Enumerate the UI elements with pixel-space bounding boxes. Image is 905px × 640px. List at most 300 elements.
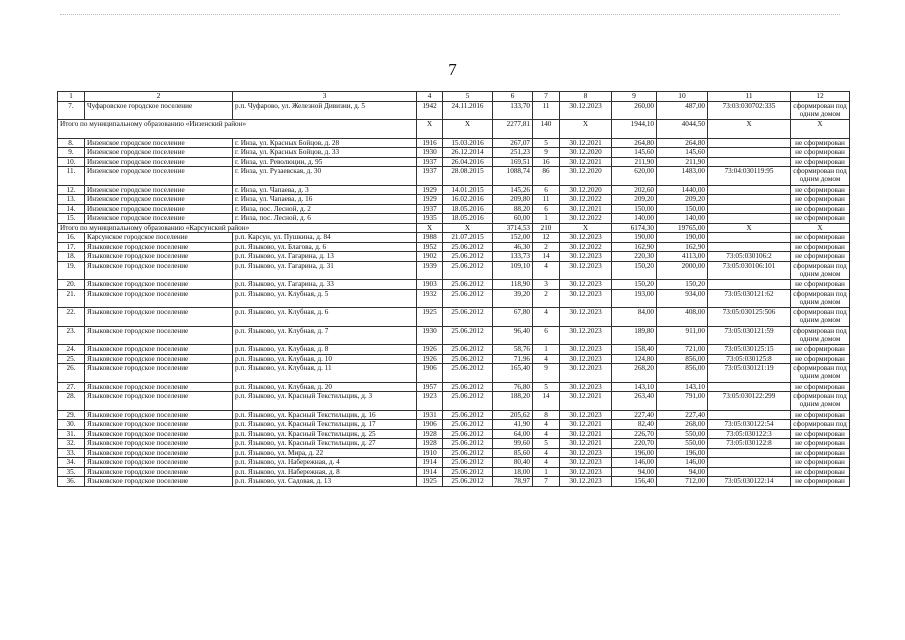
table-row — [58, 214, 850, 224]
table-cell: 26.12.2014 — [443, 148, 493, 158]
table-cell: 88,20 — [493, 204, 533, 214]
table-cell: 1928 — [417, 439, 443, 449]
table-cell: 209,20 — [657, 195, 708, 205]
table-cell: 202,60 — [612, 185, 657, 195]
table-cell: 73:05:030122:14 — [708, 477, 791, 487]
table-cell: 8. — [58, 138, 85, 148]
table-cell: 16.02.2016 — [443, 195, 493, 205]
total-label: Итого по муниципальному образованию «Инзенский район» — [58, 120, 417, 139]
table-cell: 211,90 — [657, 157, 708, 167]
table-cell: 30.12.2021 — [560, 429, 612, 439]
table-cell: 911,00 — [657, 326, 708, 345]
table-cell: 1 — [533, 214, 560, 224]
table-row — [58, 138, 850, 148]
table-cell: X — [417, 120, 443, 139]
table-cell: 12. — [58, 185, 85, 195]
table-cell: 4 — [533, 261, 560, 280]
table-cell: 25.06.2012 — [443, 280, 493, 290]
table-cell: 791,00 — [657, 392, 708, 411]
table-cell — [708, 467, 791, 477]
table-cell: 30.12.2023 — [560, 101, 612, 120]
table-cell: р.п. Языково, ул. Благова, д. 6 — [233, 242, 417, 252]
column-number-row — [58, 92, 850, 102]
table-cell: Инзенское городское поселение — [85, 157, 233, 167]
table-cell: 30.12.2023 — [560, 458, 612, 468]
table-cell: 143,10 — [612, 382, 657, 392]
table-cell: 73:05:030122:54 — [708, 420, 791, 430]
table-cell: 25.06.2012 — [443, 458, 493, 468]
table-cell: 226,70 — [612, 429, 657, 439]
table-cell: 1930 — [417, 148, 443, 158]
table-cell: 60,00 — [493, 214, 533, 224]
table-cell: 30.12.2023 — [560, 477, 612, 487]
table-cell: р.п. Языково, ул. Клубная, д. 6 — [233, 308, 417, 327]
table-cell: Языковское городское поселение — [85, 280, 233, 290]
table-cell: 73:05:030121:62 — [708, 289, 791, 308]
table-cell: 856,00 — [657, 354, 708, 364]
table-body — [58, 92, 850, 487]
table-cell: 263,40 — [612, 392, 657, 411]
table-cell: 73:05:030106:101 — [708, 261, 791, 280]
table-cell: 30.12.2023 — [560, 410, 612, 420]
table-cell: 1923 — [417, 392, 443, 411]
table-row — [58, 204, 850, 214]
table-cell: X — [560, 120, 612, 139]
table-cell: Языковское городское поселение — [85, 326, 233, 345]
table-cell: не сформирован — [791, 410, 850, 420]
table-cell: X — [443, 223, 493, 233]
table-cell: 1937 — [417, 204, 443, 214]
table-cell — [708, 195, 791, 205]
table-cell: 5 — [533, 439, 560, 449]
table-cell: г. Инза, ул. Революции, д. 95 — [233, 157, 417, 167]
table-cell: сформирован под одним домом — [791, 392, 850, 411]
table-cell: 1903 — [417, 280, 443, 290]
table-cell: не сформирован — [791, 233, 850, 243]
column-number: 3 — [233, 92, 417, 102]
table-cell: 143,10 — [657, 382, 708, 392]
table-cell: 189,80 — [612, 326, 657, 345]
column-number: 7 — [533, 92, 560, 102]
table-cell: 25.06.2012 — [443, 392, 493, 411]
table-cell: 25.06.2012 — [443, 252, 493, 262]
table-cell: сформирован под одним домом — [791, 101, 850, 120]
column-number: 10 — [657, 92, 708, 102]
table-cell: 73:05:030121:19 — [708, 364, 791, 383]
table-cell: г. Инза, ул. Красных Бойцов, д. 33 — [233, 148, 417, 158]
table-cell: 25.06.2012 — [443, 261, 493, 280]
table-cell: 188,20 — [493, 392, 533, 411]
table-cell: 264,80 — [612, 138, 657, 148]
table-cell: Языковское городское поселение — [85, 382, 233, 392]
table-cell: 267,07 — [493, 138, 533, 148]
table-cell: 3714,53 — [493, 223, 533, 233]
table-cell: 227,40 — [612, 410, 657, 420]
table-cell: 133,73 — [493, 252, 533, 262]
table-row — [58, 157, 850, 167]
table-cell: 58,76 — [493, 345, 533, 355]
table-cell: 85,60 — [493, 448, 533, 458]
table-cell: Языковское городское поселение — [85, 429, 233, 439]
table-cell: Языковское городское поселение — [85, 364, 233, 383]
table-cell: 124,80 — [612, 354, 657, 364]
table-cell: 169,51 — [493, 157, 533, 167]
table-cell: 73:05:030121:59 — [708, 326, 791, 345]
table-row — [58, 280, 850, 290]
table-cell: сформирован под одним домом — [791, 364, 850, 383]
table-row — [58, 233, 850, 243]
table-cell: р.п. Языково, ул. Набережная, д. 8 — [233, 467, 417, 477]
table-row — [58, 326, 850, 345]
table-cell: не сформирован — [791, 185, 850, 195]
table-cell: 140,00 — [612, 214, 657, 224]
table-cell: 150,00 — [612, 204, 657, 214]
table-cell: 1910 — [417, 448, 443, 458]
table-cell: не сформирован — [791, 439, 850, 449]
table-cell: 99,60 — [493, 439, 533, 449]
table-cell: 34. — [58, 458, 85, 468]
total-label: Итого по муниципальному образованию «Карсунский район» — [58, 223, 417, 233]
table-cell: 73:05:030125:15 — [708, 345, 791, 355]
table-cell: 73:03:030702:335 — [708, 101, 791, 120]
table-cell: 80,40 — [493, 458, 533, 468]
table-cell: 1 — [533, 345, 560, 355]
table-cell: 150,20 — [657, 280, 708, 290]
table-cell: Языковское городское поселение — [85, 345, 233, 355]
table-cell: Языковское городское поселение — [85, 308, 233, 327]
table-cell: Языковское городское поселение — [85, 242, 233, 252]
table-cell: 211,90 — [612, 157, 657, 167]
table-cell: 140,00 — [657, 214, 708, 224]
table-cell: 30.12.2020 — [560, 185, 612, 195]
table-cell: 82,40 — [612, 420, 657, 430]
table-cell: 30.12.2023 — [560, 308, 612, 327]
table-row — [58, 354, 850, 364]
table-cell: 11 — [533, 101, 560, 120]
table-cell: р.п. Языково, ул. Клубная, д. 7 — [233, 326, 417, 345]
table-cell: Языковское городское поселение — [85, 392, 233, 411]
table-cell: 2 — [533, 242, 560, 252]
table-cell — [708, 185, 791, 195]
table-cell: 4 — [533, 448, 560, 458]
table-cell: 1926 — [417, 345, 443, 355]
table-row — [58, 242, 850, 252]
table-cell: 4 — [533, 458, 560, 468]
table-cell: сформирован под одним домом — [791, 326, 850, 345]
table-cell: 856,00 — [657, 364, 708, 383]
table-cell: 9 — [533, 148, 560, 158]
table-cell: 1931 — [417, 410, 443, 420]
table-cell: 1088,74 — [493, 167, 533, 186]
table-cell: 41,90 — [493, 420, 533, 430]
table-cell: 21. — [58, 289, 85, 308]
table-cell: X — [791, 223, 850, 233]
table-cell: 4 — [533, 429, 560, 439]
table-row — [58, 148, 850, 158]
table-cell: 84,00 — [612, 308, 657, 327]
table-cell: 30. — [58, 420, 85, 430]
table-cell: 28. — [58, 392, 85, 411]
table-cell: г. Инза, ул. Рузаевская, д. 30 — [233, 167, 417, 186]
table-cell: Языковское городское поселение — [85, 458, 233, 468]
table-cell: 73:04:030119:95 — [708, 167, 791, 186]
table-cell: 3 — [533, 280, 560, 290]
table-cell: 145,26 — [493, 185, 533, 195]
table-cell: 67,80 — [493, 308, 533, 327]
table-cell: Языковское городское поселение — [85, 467, 233, 477]
table-cell: 9 — [533, 364, 560, 383]
table-cell: 25. — [58, 354, 85, 364]
table-cell: 27. — [58, 382, 85, 392]
table-cell: 25.06.2012 — [443, 467, 493, 477]
table-cell — [708, 148, 791, 158]
table-cell: 25.06.2012 — [443, 364, 493, 383]
table-cell: 2 — [533, 289, 560, 308]
table-cell: 1916 — [417, 138, 443, 148]
table-cell: 30.12.2021 — [560, 204, 612, 214]
table-cell: не сформирован — [791, 477, 850, 487]
table-cell: 25.06.2012 — [443, 477, 493, 487]
table-cell: 73:05:030122:299 — [708, 392, 791, 411]
table-row — [58, 195, 850, 205]
table-cell: 25.06.2012 — [443, 410, 493, 420]
table-cell: 96,40 — [493, 326, 533, 345]
table-cell: 32. — [58, 439, 85, 449]
table-row — [58, 345, 850, 355]
table-cell: 7 — [533, 477, 560, 487]
table-cell: 76,80 — [493, 382, 533, 392]
table-cell: 1440,00 — [657, 185, 708, 195]
table-cell: 251,23 — [493, 148, 533, 158]
table-cell: 4 — [533, 308, 560, 327]
table-cell: 22. — [58, 308, 85, 327]
table-cell: 29. — [58, 410, 85, 420]
table-cell: Инзенское городское поселение — [85, 138, 233, 148]
table-cell: 30.12.2021 — [560, 157, 612, 167]
table-cell: 1937 — [417, 157, 443, 167]
table-cell: 30.12.2023 — [560, 289, 612, 308]
table-cell: 1932 — [417, 289, 443, 308]
table-row — [58, 467, 850, 477]
table-cell: р.п. Языково, ул. Набережная, д. 4 — [233, 458, 417, 468]
table-cell: 25.06.2012 — [443, 289, 493, 308]
table-cell: 26. — [58, 364, 85, 383]
table-cell: 18.05.2016 — [443, 204, 493, 214]
table-cell: 162,90 — [612, 242, 657, 252]
table-cell: 73:05:030122:3 — [708, 429, 791, 439]
column-number: 1 — [58, 92, 85, 102]
table-cell: 30.12.2020 — [560, 148, 612, 158]
table-cell: Инзенское городское поселение — [85, 204, 233, 214]
table-cell: 1929 — [417, 195, 443, 205]
table-cell: 5 — [533, 382, 560, 392]
table-cell: 1929 — [417, 185, 443, 195]
table-cell: 36. — [58, 477, 85, 487]
column-number: 9 — [612, 92, 657, 102]
table-cell: р.п. Языково, ул. Красный Текстильщик, д. 17 — [233, 420, 417, 430]
table-cell: 1 — [533, 467, 560, 477]
table-cell: 133,70 — [493, 101, 533, 120]
table-cell: Языковское городское поселение — [85, 420, 233, 430]
table-cell: 7. — [58, 101, 85, 120]
table-cell: 19. — [58, 261, 85, 280]
table-cell: 86 — [533, 167, 560, 186]
table-cell: р.п. Языково, ул. Клубная, д. 5 — [233, 289, 417, 308]
table-cell: 145,60 — [612, 148, 657, 158]
table-cell: X — [708, 120, 791, 139]
table-row — [58, 420, 850, 430]
table-cell: Чуфаровское городское поселение — [85, 101, 233, 120]
table-cell: 46,30 — [493, 242, 533, 252]
table-cell: Инзенское городское поселение — [85, 195, 233, 205]
table-cell: 25.06.2012 — [443, 354, 493, 364]
table-cell: Языковское городское поселение — [85, 261, 233, 280]
table-cell: 4 — [533, 354, 560, 364]
table-cell: 1926 — [417, 354, 443, 364]
table-cell: 934,00 — [657, 289, 708, 308]
table-cell: 152,00 — [493, 233, 533, 243]
table-row — [58, 448, 850, 458]
table-cell: 150,20 — [612, 261, 657, 280]
table-cell: не сформирован — [791, 195, 850, 205]
table-cell: не сформирован — [791, 204, 850, 214]
table-cell: р.п. Языково, ул. Клубная, д. 11 — [233, 364, 417, 383]
table-cell: 220,30 — [612, 252, 657, 262]
table-cell: 145,60 — [657, 148, 708, 158]
table-cell: р.п. Языково, ул. Клубная, д. 20 — [233, 382, 417, 392]
column-number: 12 — [791, 92, 850, 102]
total-row — [58, 223, 850, 233]
table-row — [58, 410, 850, 420]
table-cell: 30.12.2021 — [560, 138, 612, 148]
table-cell: 4044,50 — [657, 120, 708, 139]
table-cell: 721,00 — [657, 345, 708, 355]
table-cell: 39,20 — [493, 289, 533, 308]
table-cell: не сформирован — [791, 148, 850, 158]
table-cell: Языковское городское поселение — [85, 289, 233, 308]
table-cell: 30.12.2023 — [560, 326, 612, 345]
table-cell: 24. — [58, 345, 85, 355]
table-cell: р.п. Языково, ул. Мира, д. 22 — [233, 448, 417, 458]
table-cell: 162,90 — [657, 242, 708, 252]
table-cell: 712,00 — [657, 477, 708, 487]
table-cell: не сформирован — [791, 242, 850, 252]
table-row — [58, 364, 850, 383]
table-row — [58, 308, 850, 327]
table-cell: 25.06.2012 — [443, 345, 493, 355]
table-cell: 1902 — [417, 252, 443, 262]
table-cell — [708, 448, 791, 458]
table-row — [58, 252, 850, 262]
table-cell: 1925 — [417, 477, 443, 487]
table-cell: 620,00 — [612, 167, 657, 186]
table-cell: 30.12.2021 — [560, 439, 612, 449]
table-cell: 14. — [58, 204, 85, 214]
table-cell: 30.12.2023 — [560, 252, 612, 262]
table-cell: 146,00 — [657, 458, 708, 468]
table-row — [58, 101, 850, 120]
table-cell: 1483,00 — [657, 167, 708, 186]
table-cell: 94,00 — [657, 467, 708, 477]
table-cell: 73:05:030122:8 — [708, 439, 791, 449]
table-cell: 18.05.2016 — [443, 214, 493, 224]
table-cell: 150,00 — [657, 204, 708, 214]
table-cell: 1937 — [417, 167, 443, 186]
table-cell: 30.12.2023 — [560, 354, 612, 364]
table-cell: 210 — [533, 223, 560, 233]
top-scan-edge — [60, 14, 840, 15]
table-cell: 18,00 — [493, 467, 533, 477]
table-cell: X — [791, 120, 850, 139]
table-cell: 30.12.2020 — [560, 167, 612, 186]
table-cell: 14 — [533, 392, 560, 411]
table-cell: не сформирован — [791, 214, 850, 224]
table-cell: 64,00 — [493, 429, 533, 439]
table-cell: 94,00 — [612, 467, 657, 477]
table-cell: 25.06.2012 — [443, 242, 493, 252]
table-row — [58, 382, 850, 392]
table-cell: 17. — [58, 242, 85, 252]
table-cell — [708, 204, 791, 214]
table-cell: Языковское городское поселение — [85, 448, 233, 458]
table-row — [58, 392, 850, 411]
table-cell: 1944,10 — [612, 120, 657, 139]
table-cell: 16. — [58, 233, 85, 243]
table-cell: 30.12.2023 — [560, 345, 612, 355]
table-cell: р.п. Языково, ул. Клубная, д. 8 — [233, 345, 417, 355]
table-cell: 2000,00 — [657, 261, 708, 280]
column-number: 2 — [85, 92, 233, 102]
table-cell: не сформирован — [791, 157, 850, 167]
table-cell: не сформирован — [791, 138, 850, 148]
table-cell: 268,00 — [657, 420, 708, 430]
table-cell: 150,20 — [612, 280, 657, 290]
table-cell: Инзенское городское поселение — [85, 148, 233, 158]
table-cell: 5 — [533, 138, 560, 148]
table-cell: 14.01.2015 — [443, 185, 493, 195]
table-cell: 9. — [58, 148, 85, 158]
table-cell: не сформирован — [791, 429, 850, 439]
table-cell: 73:05:030106:2 — [708, 252, 791, 262]
table-cell: X — [417, 223, 443, 233]
table-cell: 268,20 — [612, 364, 657, 383]
table-cell: не сформирован — [791, 252, 850, 262]
table-cell: 4 — [533, 420, 560, 430]
table-cell: 30.12.2023 — [560, 382, 612, 392]
table-cell: 11 — [533, 195, 560, 205]
table-cell: не сформирован — [791, 345, 850, 355]
table-cell: 30.12.2022 — [560, 195, 612, 205]
table-cell: сформирован под одним домом — [791, 261, 850, 280]
table-cell: 25.06.2012 — [443, 326, 493, 345]
table-cell — [708, 280, 791, 290]
table-cell: 30.12.2021 — [560, 420, 612, 430]
table-cell: сформирован под одним домом — [791, 167, 850, 186]
table-cell — [708, 458, 791, 468]
table-cell: р.п. Языково, ул. Гагарина, д. 13 — [233, 252, 417, 262]
table-cell: 118,90 — [493, 280, 533, 290]
table-cell: г. Инза, ул. Чапаева, д. 3 — [233, 185, 417, 195]
table-row — [58, 458, 850, 468]
column-number: 11 — [708, 92, 791, 102]
table-cell: 16 — [533, 157, 560, 167]
table-cell: г. Инза, пос. Лесной, д. 2 — [233, 204, 417, 214]
table-cell: 11. — [58, 167, 85, 186]
table-cell: 264,80 — [657, 138, 708, 148]
table-cell: 71,96 — [493, 354, 533, 364]
table-cell — [708, 410, 791, 420]
table-cell: 30.12.2023 — [560, 233, 612, 243]
